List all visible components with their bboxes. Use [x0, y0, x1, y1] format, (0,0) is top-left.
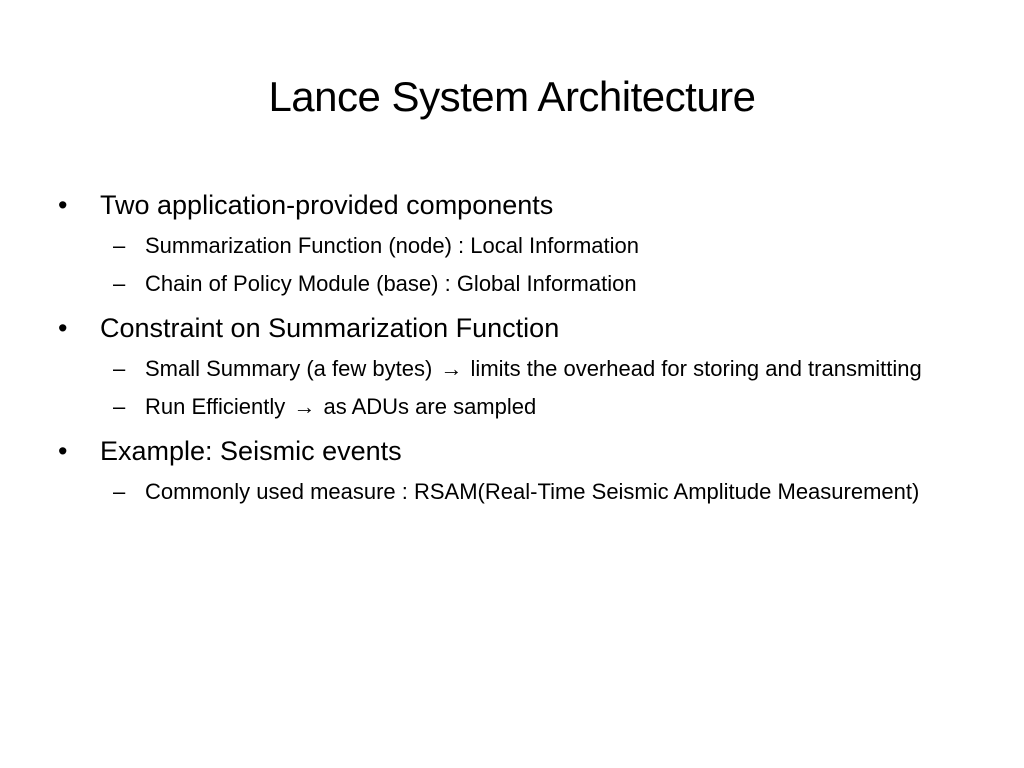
- sub-bullet-item: [58, 352, 935, 385]
- sub-bullet-text: Chain of Policy Module (base) : Global Information: [145, 271, 637, 296]
- sub-bullet-text: Commonly used measure : RSAM(Real-Time Seismic Amplitude Measurement): [145, 479, 920, 504]
- dash-icon: –: [113, 394, 126, 419]
- right-arrow-icon: →: [293, 394, 316, 419]
- bullet-text: Example: Seismic events: [100, 436, 402, 466]
- bullet-item: [58, 186, 958, 224]
- sub-bullet-text-after: as ADUs are sampled: [323, 394, 537, 419]
- sub-bullet-text: Summarization Function (node) : Local Information: [145, 233, 640, 258]
- bullet-icon: •: [58, 313, 68, 343]
- bullet-icon: •: [58, 436, 68, 466]
- dash-icon: –: [113, 479, 126, 504]
- slide-title: Lance System Architecture: [268, 73, 756, 120]
- bullet-text: Two application-provided components: [100, 190, 554, 220]
- sub-bullet-text-before: Run Efficiently: [145, 394, 286, 419]
- sub-bullet-text-after: limits the overhead for storing and transmitting: [470, 356, 922, 381]
- bullet-text: Constraint on Summarization Function: [100, 313, 560, 343]
- bullet-item: [58, 309, 958, 347]
- dash-icon: –: [113, 233, 126, 258]
- bullet-item: [58, 432, 958, 470]
- sub-bullet-text-before: Small Summary (a few bytes): [145, 356, 433, 381]
- right-arrow-icon: →: [440, 356, 463, 381]
- sub-bullet-item: [58, 229, 935, 262]
- dash-icon: –: [113, 356, 126, 381]
- sub-bullet-item: [58, 267, 935, 300]
- dash-icon: –: [113, 271, 126, 296]
- bullet-icon: •: [58, 190, 68, 220]
- slide-content: [58, 186, 958, 508]
- sub-bullet-item: [58, 390, 935, 423]
- sub-bullet-item: [58, 475, 935, 508]
